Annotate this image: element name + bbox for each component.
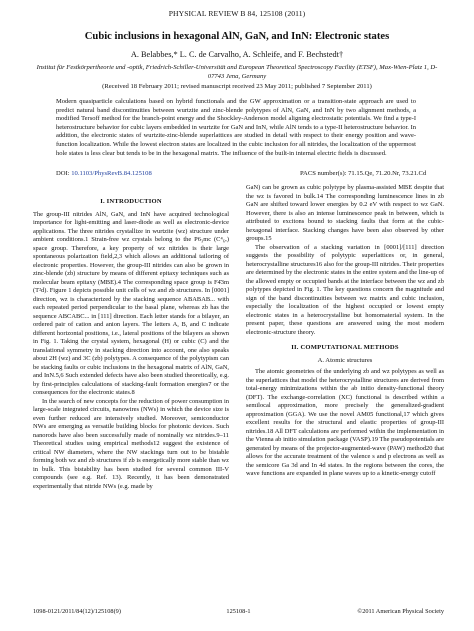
left-column <box>33 196 229 491</box>
section-heading-computational-methods: II. COMPUTATIONAL METHODS <box>291 344 399 351</box>
doi-label: DOI: <box>56 170 70 177</box>
affiliation: Institut für Festkörpertheorie und -optik, Friedrich-Schiller-Universität and European Theoretical Spectroscopy Facility (ETSF), Max-Wien-Platz 1, D-07743 Jena, Germany <box>36 64 438 80</box>
paragraph: The group-III nitrides AlN, GaN, and InN have acquired technological importance for light-emitting and laser-diode as well as electronic-device applications. The three nitrides crystallize in wurtzite (wz) structure under ambient conditions.1 Strain-free wz crystals belong to the P6₃mc (C⁴₆ᵥ) space group. Therefore, a key property of wz nitrides is their large spontaneous polarization field,2,3 which allows an additional tailoring of electronic properties. However, the group-III nitrides can also be grown in zinc-blende (zb) structure by means of different epitaxy techniques such as molecular beam epitaxy (MBE).4 The corresponding space group is F4̄3m (T²d). Figure 1 depicts possible unit cells of wz and zb structures. In [0001] direction, wz is characterized by the stacking sequence ABABAB... with each repeated period perpendicular to the basal plane, whereas zb has the sequence ABCABC... in [111] direction. Each letter stands for a bilayer, an ordered pair of cation and anion layers. The letters A, B, and C indicate different horizontal positions, i.e., lateral positions of the bilayers as shown in Fig. 1. Taking the crystal system, hexagonal (H) or cubic (C) and the translational symmetry in stacking direction into account, one also speaks about 2H (wz) and 3C (zb) polytypes. A consequence of the polytypism can be stacking faults or cubic inclusions in the hexagonal matrix of AlN, GaN, and InN.5,6 Such extended defects have also been studied theoretically, e.g. by first-principles calculations of stacking-fault formation energies7 or the consequences for the electronic states.8 <box>33 210 229 396</box>
doi-line <box>56 170 152 177</box>
paragraph: In the search of new concepts for the reduction of power consumption in large-scale integrated circuits, nanowires (NWs) in which the device size is even further reduced are intensively studied. Moreover, semiconductor NWs are emerging as versatile building blocks for photonic devices. Such nanorods have also been successfully made of nominally wz nitrides.9–11 Theoretical studies using empirical methods12 suggest the existence of critical NW diameters, where the NW stackings turn out to be bistable forming both wz and zb structures if zb is energetically more stable than wz in bulk. This bistability has been studied for several common III-V compounds (see e.g. Ref. 13). Recently, it has been demonstrated experimentally that nitride NWs (e.g. made by <box>33 397 229 490</box>
paragraph: GaN) can be grown as cubic polytype by plasma-assisted MBE despite that the wz is favored in bulk.14 The corresponding luminescence lines in zb GaN are shifted toward lower energies by 0.2 eV with respect to wz GaN. However, there is also an intense luminescence peak in between, which is attributed to excitons bound to stacking faults that form at the cubic-hexagonal interface. Stacking changes have been also observed by other groups.15 <box>246 184 444 242</box>
issn-code: 1098-0121/2011/84(12)/125108(9) <box>33 608 121 615</box>
running-header: PHYSICAL REVIEW B 84, 125108 (2011) <box>168 9 306 18</box>
subsection-heading-atomic-structures: A. Atomic structures <box>317 356 373 364</box>
article-title: Cubic inclusions in hexagonal AlN, GaN, and InN: Electronic states <box>84 31 390 42</box>
right-column <box>246 184 444 479</box>
section-heading-introduction: I. INTRODUCTION <box>100 198 162 205</box>
paragraph: The observation of a stacking variation in [0001]/[111] direction suggests the possibility of polytypic superlattices or, in general, heterocrystalline structures16 also for the group-III nitrides. Their properties are determined by the electronic states in the entire system and the line-up of the allowed empty or occupied bands at the interface between the wz and zb polytypes depicted in Fig. 1. The key questions concern the magnitude and sign of the band discontinuities between wz matrix and cubic inclusion, especially the localization of the highest occupied or lowest empty electronic states in a heterocrystalline but homomaterial system. In the present paper, these questions are answered using the most modern electronic-structure theory. <box>246 243 444 336</box>
doi-link[interactable]: 10.1103/PhysRevB.84.125108 <box>71 170 152 177</box>
page-number: 125108-1 <box>226 608 251 615</box>
copyright: ©2011 American Physical Society <box>357 608 444 615</box>
abstract: Modern quasiparticle calculations based on hybrid functionals and the GW approximation or a transition-state approach are used to predict natural band discontinuities between wurtzite and zinc-blende polytypes of AlN, GaN, and InN by two alignment methods, a modified Tersoff method for the branch-point energy and the Shockley-Anderson model aligning electrostatic potentials. We find a type-I heterostructure behavior for cubic layers embedded in wurtzite for GaN and InN, while AlN tends to a type-II heterostructure behavior. In addition, the electronic states of wurtzite-zinc-blende superlattices are studied in detail with respect to their energy position and wave-function localization. While the lowest electron states are localized in the cubic inclusion for all nitrides, the localization of the uppermost hole states is less clear but tends to be in the hexagonal matrix. The influence of the built-in internal electric fields is discussed. <box>56 98 416 157</box>
paragraph: The atomic geometries of the underlying zb and wz polytypes as well as the superlattices that model the heterocrystalline structures are derived from total-energy minimizations within the ab initio density-functional theory (DFT). The exchange-correlation (XC) functional is described within a semilocal approximation, more precisely the generalized-gradient approximation (GGA). We use the novel AM05 functional,17 which gives excellent results for the structural and elastic properties of group-III nitrides.18 All DFT calculations are performed within the implementation in the Vienna ab initio simulation package (VASP).19 The pseudopotentials are generated by means of the projector-augmented-wave (PAW) method20 that allows for the accurate treatment of the valence s and p electrons as well as the semicore Ga 3d and In 4d states. In the regions between the cores, the wave functions are expanded in plane waves up to a kinetic-energy cutoff <box>246 368 444 477</box>
received-dates: (Received 18 February 2011; revised manuscript received 23 May 2011; published 7 September 2011) <box>102 83 372 90</box>
author-list: A. Belabbes,* L. C. de Carvalho, A. Schleife, and F. Bechstedt† <box>130 50 344 59</box>
pacs-numbers: PACS number(s): 71.15.Qe, 71.20.Nr, 73.21.Cd <box>300 170 427 177</box>
